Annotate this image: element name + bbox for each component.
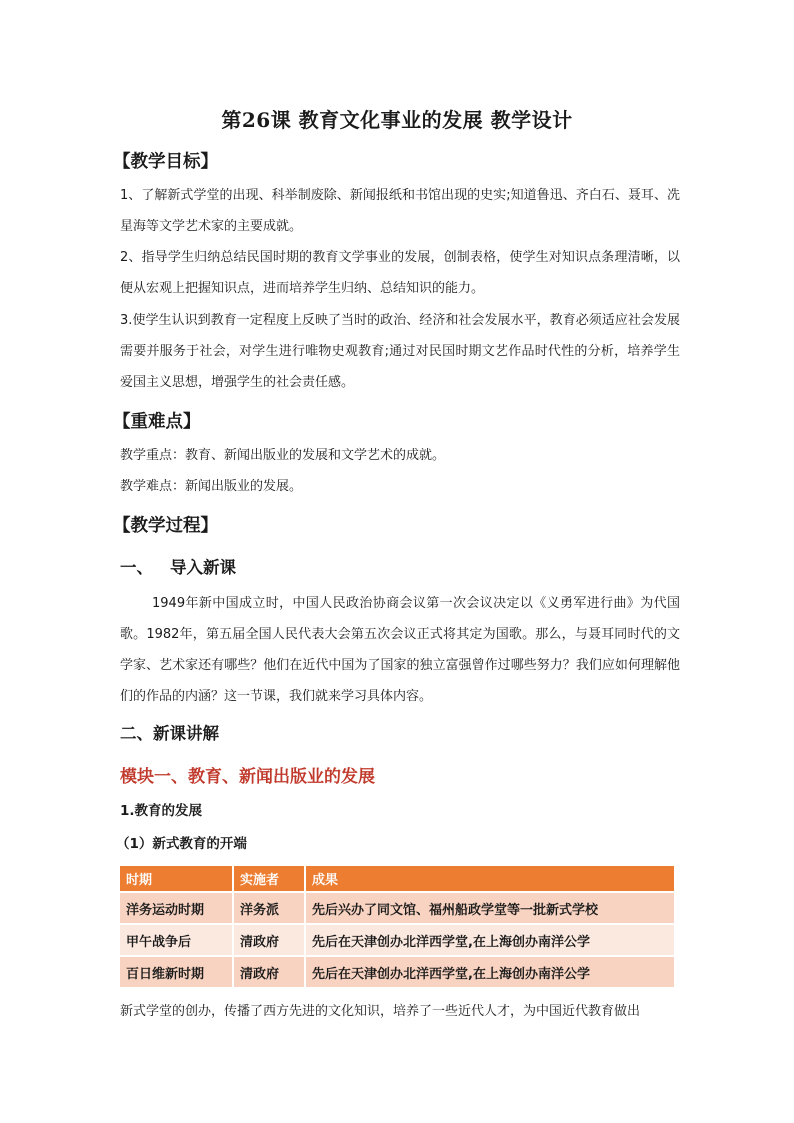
teaching-focus: 教学重点：教育、新闻出版业的发展和文学艺术的成就。 xyxy=(120,448,446,463)
table-cell: 清政府 xyxy=(234,923,306,955)
table-cell: 先后在天津创办北洋西学堂,在上海创办南洋公学 xyxy=(306,955,674,987)
table-header: 实施者 xyxy=(234,866,306,891)
subheading-new-education: （1）新式教育的开端 xyxy=(116,836,247,852)
objectives-heading: 【教学目标】 xyxy=(113,152,218,172)
process-heading: 【教学过程】 xyxy=(113,516,218,536)
page-title: 第26课 教育文化事业的发展 教学设计 xyxy=(221,108,573,132)
section-title: 导入新课 xyxy=(170,558,236,577)
section-lecture-heading: 二、新课讲解 xyxy=(120,724,219,743)
objective-item-3: 3.使学生认识到教育一定程度上反映了当时的政治、经济和社会发展水平，教育必须适应社会发展需要并服务于社会，对学生进行唯物史观教育;通过对民国时期文艺作品时代性的分析，培养学生爱国主义思想，增强学生的社会责任感。 xyxy=(120,313,680,390)
table-cell: 洋务派 xyxy=(234,891,306,923)
table-cell: 洋务运动时期 xyxy=(120,891,234,923)
table-cell: 百日维新时期 xyxy=(120,955,234,987)
table-row xyxy=(120,891,674,923)
teaching-difficulty: 教学难点：新闻出版业的发展。 xyxy=(120,479,303,494)
subheading-education: 1.教育的发展 xyxy=(120,803,203,819)
table-row xyxy=(120,923,674,955)
table-cell: 先后兴办了同文馆、福州船政学堂等一批新式学校 xyxy=(306,891,674,923)
table-row xyxy=(120,955,674,987)
table-cell: 先后在天津创办北洋西学堂,在上海创办南洋公学 xyxy=(306,923,674,955)
table-cell: 甲午战争后 xyxy=(120,923,234,955)
module-heading: 模块一、教育、新闻出版业的发展 xyxy=(120,767,375,787)
section-intro-heading xyxy=(120,554,236,578)
table-cell: 清政府 xyxy=(234,955,306,987)
key-points-heading: 【重难点】 xyxy=(113,412,201,432)
education-table xyxy=(120,866,674,987)
section-number: 一、 xyxy=(120,558,153,577)
intro-paragraph: 1949年新中国成立时，中国人民政治协商会议第一次会议决定以《义勇军进行曲》为代国歌。1982年，第五届全国人民代表大会第五次会议正式将其定为国歌。那么，与聂耳同时代的文学家、艺术家还有哪些？他们在近代中国为了国家的独立富强曾作过哪些努力？我们应如何理解他们的作品的内涵？这一节课，我们就来学习具体内容。 xyxy=(120,596,680,704)
objective-item-1: 1、了解新式学堂的出现、科举制废除、新闻报纸和书馆出现的史实;知道鲁迅、齐白石、聂耳、冼星海等文学艺术家的主要成就。 xyxy=(120,188,680,234)
table-header: 成果 xyxy=(306,866,674,891)
table-header-row xyxy=(120,866,674,891)
closing-paragraph: 新式学堂的创办，传播了西方先进的文化知识，培养了一些近代人才，为中国近代教育做出 xyxy=(120,1004,641,1019)
table-header: 时期 xyxy=(120,866,234,891)
objective-item-2: 2、指导学生归纳总结民国时期的教育文学事业的发展，创制表格，使学生对知识点条理清晰，以便从宏观上把握知识点，进而培养学生归纳、总结知识的能力。 xyxy=(120,250,680,296)
